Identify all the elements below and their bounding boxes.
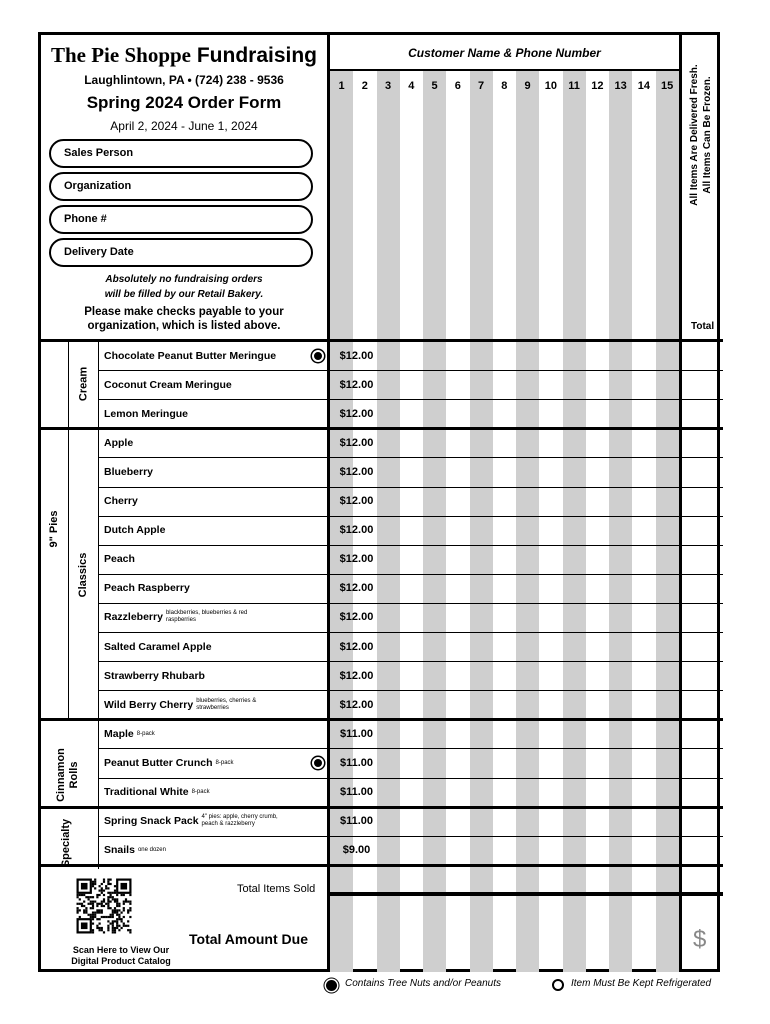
product-price: $12.00 [327, 574, 385, 603]
date-range: April 2, 2024 - June 1, 2024 [110, 119, 258, 133]
address-line: Laughlintown, PA • (724) 238 - 9536 [84, 73, 284, 87]
product-price: $12.00 [327, 545, 385, 574]
section-cinnamon-rolls: Cinnamon Rolls [55, 748, 80, 802]
total-header: Total [691, 321, 715, 332]
total-column [679, 35, 723, 972]
product-row [99, 370, 374, 399]
customer-column[interactable] [563, 71, 586, 972]
product-name: Salted Caramel Apple [104, 640, 212, 653]
product-price: $12.00 [327, 370, 385, 399]
total-items-sold-label: Total Items Sold [237, 883, 316, 895]
product-price: $11.00 [327, 748, 385, 777]
customer-column-number: 4 [408, 80, 415, 92]
customer-header: Customer Name & Phone Number [327, 35, 679, 71]
section-pies: 9" Pies [48, 510, 60, 548]
product-name: Coconut Cream Meringue [104, 378, 232, 391]
organization-field[interactable]: Organization [49, 172, 313, 201]
product-name: Lemon Meringue [104, 407, 189, 420]
product-name: Peach [104, 553, 135, 566]
product-row [99, 428, 374, 457]
product-name: Dutch Apple [104, 524, 166, 537]
product-name: Peach Raspberry [104, 582, 190, 595]
qr-caption: Scan Here to View Our Digital Product Catalog [71, 945, 171, 966]
product-row [99, 719, 374, 748]
product-price: $11.00 [327, 807, 385, 836]
form-header [41, 35, 327, 341]
product-row [99, 690, 374, 719]
customer-column-number: 13 [614, 80, 627, 92]
product-price: $12.00 [327, 399, 385, 428]
customer-column-number: 10 [544, 80, 557, 92]
product-row [99, 661, 374, 690]
phone-field[interactable]: Phone # [49, 205, 313, 234]
section-specialty: Specialty [60, 818, 72, 868]
fresh-note: All Items Are Delivered Fresh. All Items Can Be Frozen. [689, 64, 713, 206]
customer-column-number: 3 [384, 80, 392, 92]
product-note: 8-pack [215, 759, 234, 766]
customer-column[interactable] [423, 71, 446, 972]
customer-column[interactable] [470, 71, 493, 972]
product-note: blueberries, cherries & strawberries [196, 697, 257, 711]
product-name: Peanut Butter Crunch 8-pack [104, 756, 234, 769]
section-cream: Cream [77, 366, 90, 402]
customer-column[interactable] [539, 71, 562, 972]
section-classics: Classics [77, 552, 89, 598]
customer-column[interactable] [632, 71, 655, 972]
product-name: Cherry [104, 495, 138, 508]
product-price: $12.00 [327, 690, 385, 719]
customer-column-number: 9 [524, 80, 531, 92]
product-row [99, 748, 374, 777]
customer-column[interactable] [400, 71, 423, 972]
customer-column[interactable] [516, 71, 539, 972]
product-note: 8-pack [191, 788, 210, 795]
product-name: Razzleberry blackberries, blueberries & red raspberries [104, 610, 256, 624]
customer-column-number: 5 [431, 80, 438, 92]
customer-column[interactable] [609, 71, 632, 972]
product-row [99, 778, 374, 807]
customer-column[interactable] [446, 71, 469, 972]
product-note: 4" pies: apple, cherry crumb, peach & razzleberry [201, 814, 278, 828]
customer-column[interactable] [586, 71, 609, 972]
product-price: $12.00 [327, 603, 385, 632]
customer-column-number: 7 [477, 80, 485, 92]
product-row [99, 399, 374, 428]
delivery-date-field[interactable]: Delivery Date [49, 238, 313, 267]
product-price: $11.00 [327, 778, 385, 807]
qr-code-icon[interactable] [75, 877, 133, 935]
nut-legend-icon [326, 980, 337, 991]
customer-column-number: 1 [338, 80, 345, 92]
customer-column-number: 12 [591, 80, 604, 92]
product-price: $12.00 [327, 487, 385, 516]
nut-warning-icon [312, 350, 324, 362]
product-name: Chocolate Peanut Butter Meringue [104, 349, 277, 362]
customer-column[interactable] [656, 71, 679, 972]
product-name: Strawberry Rhubarb [104, 669, 205, 682]
dollar-sign: $ [693, 926, 707, 953]
product-row [99, 807, 374, 836]
total-amount-due-label: Total Amount Due [189, 931, 308, 947]
product-row [99, 632, 374, 661]
product-name: Apple [104, 436, 134, 449]
checks-note: Please make checks payable to your organization, which is listed above. [84, 306, 284, 332]
nut-warning-icon [312, 757, 324, 769]
product-price: $12.00 [327, 428, 385, 457]
customer-column-number: 11 [568, 80, 580, 92]
product-price: $12.00 [327, 632, 385, 661]
order-form-sheet [38, 32, 720, 972]
retail-note: Absolutely no fundraising orders will be filled by our Retail Bakery. [104, 274, 264, 300]
product-row [99, 603, 374, 632]
product-price: $12.00 [327, 661, 385, 690]
product-price: $9.00 [327, 836, 385, 865]
product-note: 8-pack [136, 730, 155, 737]
customer-column[interactable] [493, 71, 516, 972]
product-note: blackberries, blueberries & red raspberries [165, 610, 248, 624]
product-row [99, 487, 374, 516]
product-name: Spring Snack Pack 4" pies: apple, cherry crumb, peach & razzleberry [104, 814, 292, 828]
refrigerated-legend: Item Must Be Kept Refrigerated [571, 978, 712, 989]
product-row [99, 836, 371, 865]
sales-person-field[interactable]: Sales Person [49, 139, 313, 168]
product-name: Blueberry [104, 465, 154, 478]
product-row [99, 545, 374, 574]
product-price: $12.00 [327, 516, 385, 545]
brand-title: The Pie Shoppe Fundraising [50, 43, 318, 67]
customer-column-number: 15 [661, 80, 674, 92]
form-title: Spring 2024 Order Form [86, 93, 282, 112]
product-name: Wild Berry Cherry blueberries, cherries & strawberries [104, 698, 286, 712]
product-name: Snails one dozen [104, 844, 166, 857]
nut-legend: Contains Tree Nuts and/or Peanuts [345, 978, 502, 989]
customer-column-number: 6 [454, 80, 461, 92]
product-name: Traditional White 8-pack [104, 786, 210, 799]
product-price: $12.00 [327, 341, 385, 370]
product-price: $11.00 [327, 719, 385, 748]
product-name: Maple 8-pack [104, 727, 155, 740]
refrigerated-legend-icon [552, 979, 564, 991]
product-row [99, 574, 374, 603]
product-note: one dozen [137, 846, 166, 853]
product-row [99, 457, 374, 486]
product-row [99, 516, 374, 545]
customer-column-number: 14 [637, 80, 650, 92]
product-row [99, 341, 374, 370]
product-price: $12.00 [327, 457, 385, 486]
customer-column-number: 8 [501, 80, 508, 92]
customer-column-number: 2 [361, 80, 368, 92]
